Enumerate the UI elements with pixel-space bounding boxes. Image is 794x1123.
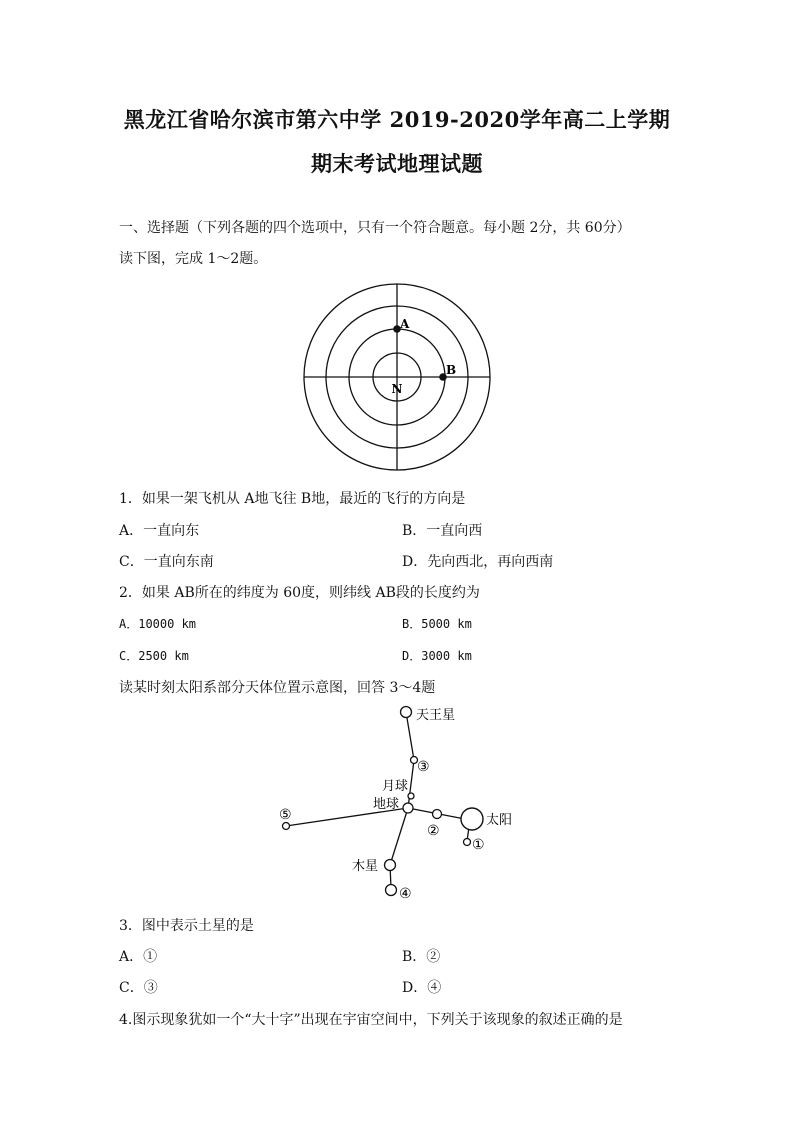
question-3-option-a: A．① bbox=[119, 949, 158, 965]
solar-system-figure bbox=[270, 700, 530, 905]
earth-body bbox=[403, 803, 413, 813]
moon-body bbox=[408, 793, 414, 799]
label-4: ④ bbox=[399, 886, 412, 902]
body-2 bbox=[433, 810, 442, 819]
body-5 bbox=[283, 823, 290, 830]
section-intro: 读下图，完成 1～2题。 bbox=[119, 251, 268, 267]
page-subtitle: 期末考试地理试题 bbox=[311, 151, 483, 176]
body-1 bbox=[464, 839, 471, 846]
question-1-stem: 1．如果一架飞机从 A地飞往 B地，最近的飞行的方向是 bbox=[119, 491, 466, 507]
question-1-option-a: A．一直向东 bbox=[119, 523, 200, 539]
question-2-option-c: C．2500 km bbox=[119, 649, 189, 663]
page-title: 黑龙江省哈尔滨市第六中学 2019-2020学年高二上学期 bbox=[123, 107, 671, 132]
question-1-option-d: D．先向西北，再向西南 bbox=[402, 554, 554, 570]
uranus-body bbox=[401, 707, 412, 718]
label-5: ⑤ bbox=[279, 807, 292, 823]
label-2: ② bbox=[427, 823, 440, 839]
polar-projection-figure bbox=[300, 283, 494, 473]
line-to-uranus bbox=[406, 712, 414, 760]
section-heading: 一、选择题（下列各题的四个选项中，只有一个符合题意。每小题 2分，共 60分） bbox=[119, 220, 631, 236]
question-2-option-a: A．10000 km bbox=[119, 617, 197, 631]
label-1: ① bbox=[472, 837, 485, 853]
sun-body bbox=[461, 808, 483, 830]
question-4-stem: 4.图示现象犹如一个“大十字”出现在宇宙空间中，下列关于该现象的叙述正确的是 bbox=[119, 1012, 623, 1028]
figure-2-intro: 读某时刻太阳系部分天体位置示意图，回答 3～4题 bbox=[119, 680, 436, 696]
question-3-option-b: B．② bbox=[402, 949, 441, 965]
label-jupiter: 木星 bbox=[352, 859, 379, 874]
label-moon: 月球 bbox=[382, 779, 409, 794]
question-3-option-c: C．③ bbox=[119, 980, 158, 996]
label-uranus: 天王星 bbox=[416, 708, 456, 723]
question-2-option-b: B．5000 km bbox=[402, 617, 472, 631]
label-3: ③ bbox=[417, 759, 430, 775]
question-3-option-d: D．④ bbox=[402, 980, 442, 996]
jupiter-body bbox=[385, 860, 396, 871]
question-1-option-c: C．一直向东南 bbox=[119, 554, 214, 570]
question-3-stem: 3．图中表示土星的是 bbox=[119, 918, 254, 934]
question-2-option-d: D．3000 km bbox=[402, 649, 472, 663]
label-earth: 地球 bbox=[373, 797, 400, 812]
line-to-jupiter bbox=[390, 808, 408, 865]
body-4 bbox=[386, 885, 397, 896]
label-b: B bbox=[446, 363, 457, 377]
question-1-option-b: B．一直向西 bbox=[402, 523, 483, 539]
label-north-pole: N bbox=[391, 382, 403, 396]
label-sun: 太阳 bbox=[486, 813, 513, 828]
line-uranus-earth bbox=[408, 760, 414, 808]
label-a: A bbox=[400, 317, 410, 331]
question-2-stem: 2．如果 AB所在的纬度为 60度，则纬线 AB段的长度约为 bbox=[119, 585, 480, 601]
